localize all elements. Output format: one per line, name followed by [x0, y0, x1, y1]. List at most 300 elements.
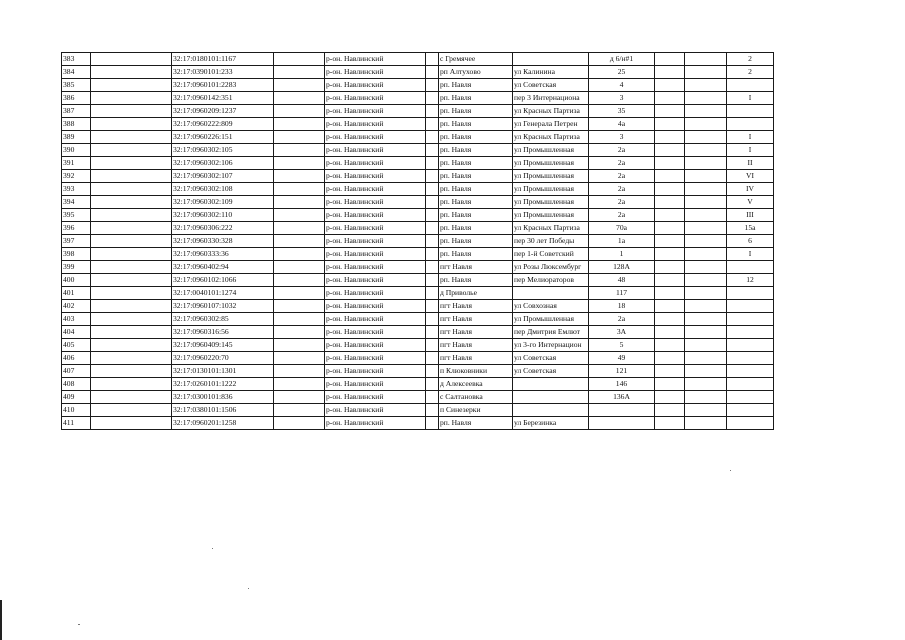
table-cell: ул Советская — [513, 352, 589, 365]
table-row — [62, 196, 774, 209]
table-cell: 48 — [589, 274, 655, 287]
table-cell: 32:17:0960302:85 — [172, 313, 274, 326]
table-cell — [91, 183, 172, 196]
table-cell: 404 — [62, 326, 91, 339]
table-cell: 385 — [62, 79, 91, 92]
table-cell — [655, 53, 685, 66]
table-cell — [685, 417, 727, 430]
table-row — [62, 235, 774, 248]
table-cell — [274, 248, 325, 261]
table-cell — [685, 183, 727, 196]
table-cell — [685, 66, 727, 79]
table-cell: ул Калинина — [513, 66, 589, 79]
table-cell — [91, 131, 172, 144]
table-cell: 410 — [62, 404, 91, 417]
table-cell: ул Промышленная — [513, 209, 589, 222]
table-cell — [727, 287, 774, 300]
table-cell: рп. Навля — [439, 105, 513, 118]
table-cell — [685, 313, 727, 326]
table-cell: пгт Навля — [439, 339, 513, 352]
table-cell — [685, 105, 727, 118]
table-cell: р-он. Навлинский — [325, 235, 426, 248]
table-cell — [685, 235, 727, 248]
table-cell: 397 — [62, 235, 91, 248]
table-cell — [426, 339, 439, 352]
table-cell — [91, 404, 172, 417]
table-cell — [274, 157, 325, 170]
table-cell — [274, 170, 325, 183]
table-cell: 2а — [589, 170, 655, 183]
table-cell — [91, 157, 172, 170]
table-cell: 2а — [589, 183, 655, 196]
table-cell — [91, 170, 172, 183]
table-cell: р-он. Навлинский — [325, 391, 426, 404]
table-cell — [655, 79, 685, 92]
table-cell: 390 — [62, 144, 91, 157]
table-cell — [655, 287, 685, 300]
table-cell — [91, 66, 172, 79]
table-cell — [655, 365, 685, 378]
table-cell: ул Промышленная — [513, 157, 589, 170]
table-cell — [685, 300, 727, 313]
table-cell — [685, 92, 727, 105]
table-cell — [274, 92, 325, 105]
table-cell — [274, 235, 325, 248]
table-cell: 32:17:0390101:233 — [172, 66, 274, 79]
table-cell: ул Промышленная — [513, 170, 589, 183]
table-cell: рп. Навля — [439, 131, 513, 144]
table-cell — [655, 222, 685, 235]
table-cell — [91, 365, 172, 378]
table-cell — [91, 235, 172, 248]
table-row — [62, 79, 774, 92]
scan-speck — [730, 470, 731, 471]
table-cell — [274, 352, 325, 365]
table-cell: 32:17:0960302:107 — [172, 170, 274, 183]
table-cell — [274, 105, 325, 118]
table-cell: 49 — [589, 352, 655, 365]
table-cell: V — [727, 196, 774, 209]
table-cell: рп. Навля — [439, 79, 513, 92]
table-cell: 32:17:0260101:1222 — [172, 378, 274, 391]
table-cell — [274, 261, 325, 274]
table-cell — [685, 131, 727, 144]
table-cell: 383 — [62, 53, 91, 66]
table-cell — [655, 144, 685, 157]
table-row — [62, 378, 774, 391]
table-cell: пгт Навля — [439, 326, 513, 339]
table-cell — [685, 352, 727, 365]
table-cell: р-он. Навлинский — [325, 365, 426, 378]
table-cell: I — [727, 131, 774, 144]
table-cell: 32:17:0960333:36 — [172, 248, 274, 261]
table-cell — [426, 261, 439, 274]
table-cell: р-он. Навлинский — [325, 261, 426, 274]
table-cell: I — [727, 92, 774, 105]
table-cell: 2 — [727, 66, 774, 79]
table-row — [62, 365, 774, 378]
table-cell — [426, 157, 439, 170]
table-cell — [91, 378, 172, 391]
table-cell: ул Березинка — [513, 417, 589, 430]
table-cell — [426, 222, 439, 235]
table-cell — [426, 365, 439, 378]
table-cell: ул Советская — [513, 365, 589, 378]
table-cell: ул Промышленная — [513, 144, 589, 157]
table-cell — [685, 365, 727, 378]
table-cell: 32:17:0960201:1258 — [172, 417, 274, 430]
property-register-table — [61, 52, 774, 430]
table-cell: 3 — [589, 131, 655, 144]
table-cell: рп. Навля — [439, 196, 513, 209]
table-cell — [589, 417, 655, 430]
table-cell: 2а — [589, 209, 655, 222]
table-cell: 3 — [589, 92, 655, 105]
table-cell — [685, 157, 727, 170]
table-row — [62, 105, 774, 118]
table-cell: 2а — [589, 313, 655, 326]
table-cell — [426, 274, 439, 287]
table-cell: 32:17:0960409:145 — [172, 339, 274, 352]
table-cell: ул Красных Партиза — [513, 222, 589, 235]
table-cell — [655, 209, 685, 222]
table-cell: д Алексеевка — [439, 378, 513, 391]
table-cell — [274, 313, 325, 326]
table-cell: рп. Навля — [439, 92, 513, 105]
table-cell — [274, 326, 325, 339]
table-row — [62, 53, 774, 66]
table-cell — [274, 53, 325, 66]
table-row — [62, 300, 774, 313]
table-cell — [655, 248, 685, 261]
table-cell: 32:17:0960209:1237 — [172, 105, 274, 118]
table-cell — [655, 131, 685, 144]
table-cell — [426, 53, 439, 66]
table-cell: р-он. Навлинский — [325, 404, 426, 417]
table-cell — [274, 183, 325, 196]
table-cell: 408 — [62, 378, 91, 391]
table-cell — [685, 118, 727, 131]
table-cell — [727, 339, 774, 352]
table-cell: рп. Навля — [439, 118, 513, 131]
table-cell: 32:17:0040101:1274 — [172, 287, 274, 300]
table-cell: р-он. Навлинский — [325, 326, 426, 339]
table-cell: IV — [727, 183, 774, 196]
table-cell — [426, 131, 439, 144]
table-cell — [91, 53, 172, 66]
table-row — [62, 352, 774, 365]
table-cell: 388 — [62, 118, 91, 131]
table-cell: рп. Навля — [439, 248, 513, 261]
table-cell — [655, 92, 685, 105]
table-cell — [685, 274, 727, 287]
table-cell: п Синезерки — [439, 404, 513, 417]
table-cell — [513, 53, 589, 66]
table-cell: рп. Навля — [439, 144, 513, 157]
table-cell: 389 — [62, 131, 91, 144]
table-cell — [655, 196, 685, 209]
table-cell: пгт Навля — [439, 261, 513, 274]
table-cell: ул Розы Люксембург — [513, 261, 589, 274]
table-cell — [685, 170, 727, 183]
table-cell — [274, 417, 325, 430]
table-cell: р-он. Навлинский — [325, 144, 426, 157]
table-cell — [513, 391, 589, 404]
table-cell — [655, 391, 685, 404]
table-cell: 32:17:0960302:106 — [172, 157, 274, 170]
table-cell: 32:17:0960316:56 — [172, 326, 274, 339]
table-cell: р-он. Навлинский — [325, 170, 426, 183]
table-cell: рп. Навля — [439, 274, 513, 287]
table-cell: 32:17:0960302:108 — [172, 183, 274, 196]
table-row — [62, 209, 774, 222]
table-cell — [274, 131, 325, 144]
table-cell — [91, 352, 172, 365]
table-row — [62, 339, 774, 352]
scan-edge-mark — [0, 600, 2, 640]
table-cell — [426, 417, 439, 430]
table-cell: пер Дмитрия Емлют — [513, 326, 589, 339]
table-cell: 32:17:0960222:809 — [172, 118, 274, 131]
table-cell — [426, 92, 439, 105]
table-cell: р-он. Навлинский — [325, 157, 426, 170]
table-cell — [685, 326, 727, 339]
table-cell — [426, 378, 439, 391]
table-cell: 32:17:0960142:351 — [172, 92, 274, 105]
table-cell: 32:17:0180101:1167 — [172, 53, 274, 66]
table-cell — [727, 118, 774, 131]
table-cell: 401 — [62, 287, 91, 300]
table-cell — [655, 326, 685, 339]
table-cell: 32:17:0380101:1506 — [172, 404, 274, 417]
table-cell: р-он. Навлинский — [325, 53, 426, 66]
table-cell — [91, 222, 172, 235]
table-cell — [426, 352, 439, 365]
table-cell: 32:17:0960226:151 — [172, 131, 274, 144]
table-cell — [274, 209, 325, 222]
table-cell: 6 — [727, 235, 774, 248]
table-cell — [685, 378, 727, 391]
table-cell: 2 — [727, 53, 774, 66]
table-cell: рп. Навля — [439, 183, 513, 196]
table-cell: 406 — [62, 352, 91, 365]
table-cell — [91, 300, 172, 313]
table-cell: 396 — [62, 222, 91, 235]
table-cell — [274, 365, 325, 378]
table-cell: ул 3-го Интернацион — [513, 339, 589, 352]
table-cell — [91, 391, 172, 404]
table-cell — [727, 391, 774, 404]
table-cell: рп. Навля — [439, 209, 513, 222]
table-cell — [655, 313, 685, 326]
table-cell — [426, 235, 439, 248]
table-cell — [685, 79, 727, 92]
table-cell — [727, 378, 774, 391]
table-body — [62, 53, 774, 430]
table-cell: п Клюковники — [439, 365, 513, 378]
table-cell — [727, 326, 774, 339]
table-cell: 128А — [589, 261, 655, 274]
table-cell: 4 — [589, 79, 655, 92]
table-cell — [655, 170, 685, 183]
table-row — [62, 131, 774, 144]
table-cell — [655, 261, 685, 274]
table-cell: 12 — [727, 274, 774, 287]
table-cell: 384 — [62, 66, 91, 79]
table-cell: 32:17:0960330:328 — [172, 235, 274, 248]
table-cell — [91, 209, 172, 222]
table-cell — [426, 248, 439, 261]
table-cell — [91, 274, 172, 287]
table-cell: ул Промышленная — [513, 313, 589, 326]
table-cell: 5 — [589, 339, 655, 352]
table-row — [62, 170, 774, 183]
table-cell: ул Генерала Петрен — [513, 118, 589, 131]
table-cell — [655, 183, 685, 196]
table-cell: 400 — [62, 274, 91, 287]
table-cell: 391 — [62, 157, 91, 170]
table-cell: 386 — [62, 92, 91, 105]
table-cell: р-он. Навлинский — [325, 66, 426, 79]
table-cell: р-он. Навлинский — [325, 287, 426, 300]
table-row — [62, 404, 774, 417]
table-cell — [91, 248, 172, 261]
table-cell — [727, 365, 774, 378]
table-cell — [426, 391, 439, 404]
table-cell — [685, 261, 727, 274]
table-cell — [655, 339, 685, 352]
table-cell — [91, 79, 172, 92]
table-row — [62, 391, 774, 404]
table-cell — [727, 105, 774, 118]
table-cell — [274, 79, 325, 92]
table-cell — [513, 378, 589, 391]
table-cell — [727, 79, 774, 92]
table-cell — [685, 144, 727, 157]
table-cell: р-он. Навлинский — [325, 300, 426, 313]
table-cell — [274, 300, 325, 313]
table-cell — [727, 300, 774, 313]
table-cell — [685, 209, 727, 222]
table-cell: 395 — [62, 209, 91, 222]
table-cell: р-он. Навлинский — [325, 105, 426, 118]
table-cell: 3А — [589, 326, 655, 339]
table-cell — [91, 261, 172, 274]
table-cell: р-он. Навлинский — [325, 209, 426, 222]
table-row — [62, 417, 774, 430]
table-cell — [426, 209, 439, 222]
table-cell — [589, 404, 655, 417]
table-cell: р-он. Навлинский — [325, 352, 426, 365]
table-cell: 32:17:0960302:110 — [172, 209, 274, 222]
table-cell: с Гремячее — [439, 53, 513, 66]
table-cell: 405 — [62, 339, 91, 352]
table-cell — [685, 196, 727, 209]
table-row — [62, 222, 774, 235]
table-cell — [91, 313, 172, 326]
table-cell — [274, 196, 325, 209]
table-cell — [685, 222, 727, 235]
table-cell — [91, 196, 172, 209]
table-row — [62, 157, 774, 170]
table-cell — [655, 274, 685, 287]
table-row — [62, 92, 774, 105]
table-cell — [426, 118, 439, 131]
table-cell — [655, 118, 685, 131]
table-cell: 2а — [589, 196, 655, 209]
table-row — [62, 248, 774, 261]
table-cell — [426, 144, 439, 157]
table-cell: 32:17:0960101:2283 — [172, 79, 274, 92]
table-cell: ул Промышленная — [513, 183, 589, 196]
table-cell: 399 — [62, 261, 91, 274]
table-cell: 1 — [589, 248, 655, 261]
table-cell: 32:17:0960306:222 — [172, 222, 274, 235]
table-row — [62, 313, 774, 326]
table-cell: 32:17:0960402:94 — [172, 261, 274, 274]
table-cell: 32:17:0300101:836 — [172, 391, 274, 404]
table-cell — [426, 196, 439, 209]
table-cell — [426, 183, 439, 196]
table-cell — [513, 287, 589, 300]
table-cell — [91, 417, 172, 430]
table-cell: рп. Навля — [439, 222, 513, 235]
table-cell: д Приволье — [439, 287, 513, 300]
table-cell: р-он. Навлинский — [325, 274, 426, 287]
table-cell: ул Советская — [513, 79, 589, 92]
table-cell — [91, 144, 172, 157]
table-cell: 70а — [589, 222, 655, 235]
table-cell: 32:17:0960220:70 — [172, 352, 274, 365]
table-cell: рп. Навля — [439, 235, 513, 248]
table-cell: 407 — [62, 365, 91, 378]
table-cell: 32:17:0960302:105 — [172, 144, 274, 157]
table-cell: 32:17:0130101:1301 — [172, 365, 274, 378]
table-cell: р-он. Навлинский — [325, 196, 426, 209]
table-row — [62, 274, 774, 287]
table-cell — [426, 66, 439, 79]
table-cell — [426, 326, 439, 339]
table-cell — [91, 287, 172, 300]
table-cell: 121 — [589, 365, 655, 378]
table-cell: рп. Навля — [439, 170, 513, 183]
table-cell: р-он. Навлинский — [325, 131, 426, 144]
table-cell — [685, 53, 727, 66]
table-cell: I — [727, 144, 774, 157]
table-cell: ул Красных Партиза — [513, 131, 589, 144]
scan-speck — [212, 548, 213, 549]
table-cell — [513, 404, 589, 417]
table-cell: р-он. Навлинский — [325, 339, 426, 352]
table-cell — [274, 118, 325, 131]
table-cell — [274, 378, 325, 391]
table-cell: 2а — [589, 144, 655, 157]
table-cell: 398 — [62, 248, 91, 261]
table-cell — [426, 404, 439, 417]
table-cell — [727, 313, 774, 326]
table-cell: 409 — [62, 391, 91, 404]
table-cell: р-он. Навлинский — [325, 313, 426, 326]
table-row — [62, 183, 774, 196]
table-cell: с Салтановка — [439, 391, 513, 404]
table-cell — [91, 339, 172, 352]
table-cell: 403 — [62, 313, 91, 326]
table-cell: 146 — [589, 378, 655, 391]
table-cell — [655, 66, 685, 79]
table-cell: рп. Навля — [439, 417, 513, 430]
table-cell: пер Мелиораторов — [513, 274, 589, 287]
table-cell — [727, 404, 774, 417]
